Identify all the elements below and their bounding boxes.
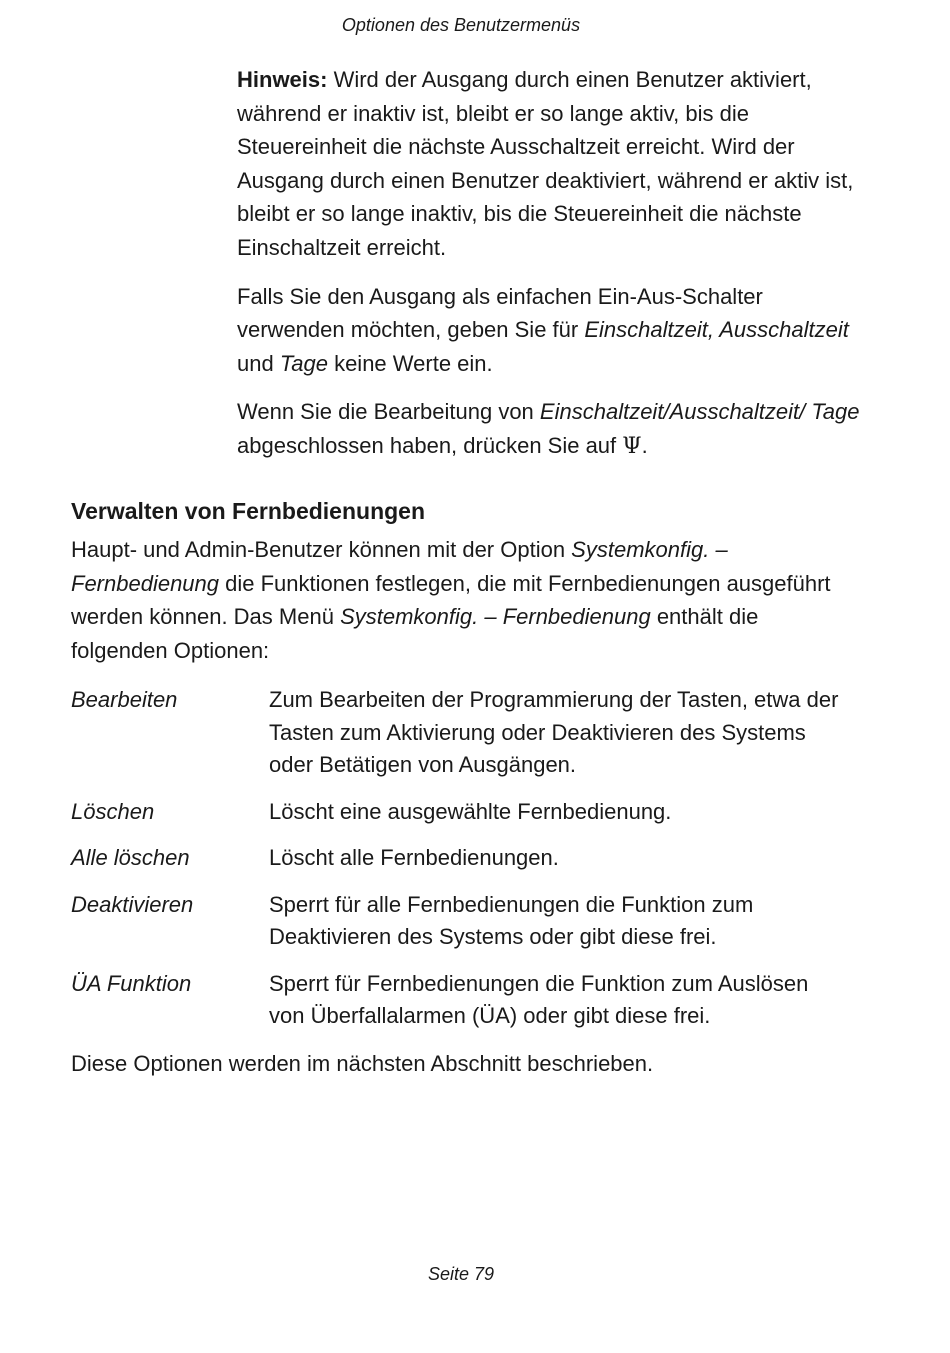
menu-path: Systemkonfig. – Fernbedienung — [71, 537, 728, 596]
text-span: die Funktionen festlegen, die mit Fernbedienungen ausgeführt werden können. Das Menü — [71, 570, 831, 630]
option-description: Sperrt für Fernbedienungen die Funktion zum Auslösen von Überfallalarmen (ÜA) oder gibt diese frei. — [269, 970, 809, 1029]
menu-path: Systemkonfig. – Fernbedienung — [340, 604, 651, 630]
text-span: enthält die folgenden Optionen: — [71, 604, 759, 663]
option-term: Löschen — [71, 798, 155, 824]
finish-editing-paragraph — [237, 395, 862, 463]
note-paragraph — [237, 63, 862, 265]
blank-values-paragraph — [237, 280, 862, 381]
field-name-days: Tage — [279, 350, 328, 376]
option-description: Zum Bearbeiten der Programmierung der Tasten, etwa der Tasten zum Aktivierung oder Deaktivieren des Systems oder Betätigen von Ausgängen. — [269, 687, 839, 778]
option-term: ÜA Funktion — [71, 970, 192, 996]
section-outro: Diese Optionen werden im nächsten Abschnitt beschrieben. — [71, 1050, 654, 1076]
option-row-deactivate — [71, 889, 861, 954]
field-names: Einschaltzeit/Ausschaltzeit/ Tage — [539, 399, 860, 425]
section-heading: Verwalten von Fernbedienungen — [71, 498, 426, 524]
option-row-panic-function — [71, 968, 861, 1033]
note-label: Hinweis: — [237, 67, 328, 92]
option-description: Löscht eine ausgewählte Fernbedienung. — [269, 798, 672, 824]
option-row-edit — [71, 684, 861, 782]
option-description: Löscht alle Fernbedienungen. — [269, 845, 559, 871]
text-span: und — [237, 350, 280, 376]
option-row-delete-all — [71, 842, 861, 875]
option-term: Alle löschen — [71, 845, 190, 871]
field-names: Einschaltzeit, Ausschaltzeit — [584, 317, 849, 343]
text-span: keine Werte ein. — [327, 350, 493, 376]
option-term: Deaktivieren — [71, 891, 194, 917]
note-block — [237, 63, 862, 479]
section-intro — [71, 533, 861, 667]
text-span: Haupt- und Admin-Benutzer können mit der Option — [71, 537, 572, 562]
option-row-delete — [71, 796, 861, 829]
page-number: Seite 79 — [427, 1264, 495, 1284]
text-span: Falls Sie den Ausgang als einfachen Ein-Aus-Schalter verwenden möchten, geben Sie für — [237, 283, 763, 343]
note-text: Wird der Ausgang durch einen Benutzer aktiviert, während er inaktiv ist, bleibt er so lange aktiv, bis die Steuereinheit die nächste Ausschaltzeit erreicht. Wird der Ausgang durch einen Benutzer deaktiviert, während er aktiv ist, bleibt er so lange inaktiv, bis die Steuereinheit die nächste Einschaltzeit erreicht. — [237, 67, 854, 260]
option-term: Bearbeiten — [71, 687, 178, 713]
text-span: Wenn Sie die Bearbeitung von — [237, 399, 540, 425]
text-span: abgeschlossen haben, drücken Sie auf — [237, 432, 623, 458]
text-span: . — [641, 432, 648, 458]
option-description: Sperrt für alle Fernbedienungen die Funktion zum Deaktivieren des Systems oder gibt diese frei. — [269, 891, 754, 950]
options-list — [71, 684, 861, 1033]
psi-key-icon: Ψ — [622, 433, 642, 459]
remote-controls-section — [71, 494, 861, 1080]
running-header: Optionen des Benutzermenüs — [341, 15, 581, 35]
